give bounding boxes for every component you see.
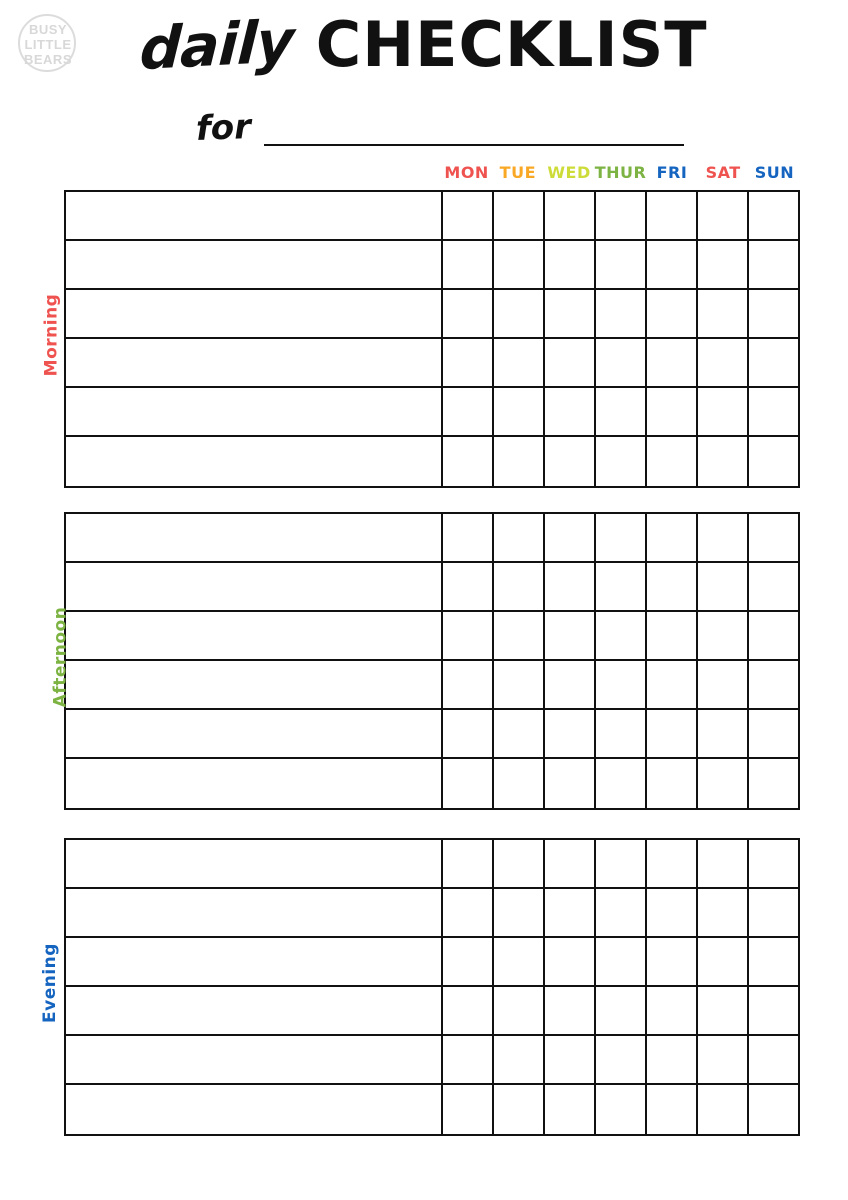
checkbox-cell-mon[interactable] [443,514,494,561]
section-afternoon [64,512,800,810]
checkbox-cell-tue[interactable] [494,1085,545,1134]
checkbox-cell-sat[interactable] [698,1085,749,1134]
checkbox-cell-thur[interactable] [596,710,647,757]
page-title [0,8,848,81]
checkbox-cell-thur[interactable] [596,241,647,288]
checkbox-cell-thur[interactable] [596,563,647,610]
logo-line-1: BUSY [28,22,68,37]
checkbox-cell-tue[interactable] [494,759,545,808]
day-header-thur: THUR [594,163,647,182]
checkbox-cell-wed[interactable] [545,710,596,757]
checkbox-cell-thur[interactable] [596,514,647,561]
checkbox-cell-wed[interactable] [545,840,596,887]
checkbox-group [443,339,798,386]
section-evening [64,838,800,1136]
table-row [66,514,798,563]
checkbox-cell-fri[interactable] [647,241,698,288]
logo-line-2: LITTLE [24,37,72,52]
checkbox-cell-wed[interactable] [545,612,596,659]
section-label-text: Morning [41,293,62,377]
checkbox-group [443,1036,798,1083]
table-row [66,339,798,388]
checkbox-cell-mon[interactable] [443,290,494,337]
checkbox-cell-tue[interactable] [494,241,545,288]
checkbox-cell-sat[interactable] [698,290,749,337]
checkbox-cell-tue[interactable] [494,938,545,985]
task-input-cell[interactable] [66,437,443,486]
checkbox-cell-thur[interactable] [596,437,647,486]
checkbox-group [443,192,798,239]
task-input-cell[interactable] [66,1036,443,1083]
section-label-text: Evening [39,943,60,1023]
checkbox-cell-fri[interactable] [647,938,698,985]
checkbox-cell-sun[interactable] [749,889,798,936]
table-row [66,987,798,1036]
checkbox-cell-sun[interactable] [749,1036,798,1083]
table-row [66,1036,798,1085]
section-morning [64,190,800,488]
checkbox-group [443,840,798,887]
checkbox-cell-tue[interactable] [494,612,545,659]
checkbox-cell-mon[interactable] [443,889,494,936]
checkbox-cell-sat[interactable] [698,339,749,386]
checkbox-group [443,1085,798,1134]
checkbox-cell-wed[interactable] [545,241,596,288]
checkbox-group [443,889,798,936]
checkbox-cell-tue[interactable] [494,514,545,561]
checkbox-cell-wed[interactable] [545,987,596,1034]
table-row [66,612,798,661]
checkbox-cell-wed[interactable] [545,759,596,808]
checkbox-cell-sun[interactable] [749,192,798,239]
checkbox-cell-fri[interactable] [647,710,698,757]
checkbox-cell-sat[interactable] [698,612,749,659]
table-row [66,938,798,987]
checkbox-cell-mon[interactable] [443,938,494,985]
checkbox-cell-sat[interactable] [698,563,749,610]
checkbox-cell-sun[interactable] [749,938,798,985]
checkbox-cell-mon[interactable] [443,710,494,757]
section-label-afternoon [10,606,71,708]
checkbox-cell-thur[interactable] [596,661,647,708]
checkbox-cell-wed[interactable] [545,437,596,486]
task-input-cell[interactable] [66,1085,443,1134]
table-row [66,437,798,486]
checkbox-group [443,987,798,1034]
checkbox-cell-fri[interactable] [647,759,698,808]
checkbox-cell-sat[interactable] [698,241,749,288]
checkbox-cell-fri[interactable] [647,612,698,659]
checkbox-cell-fri[interactable] [647,987,698,1034]
checkbox-cell-thur[interactable] [596,1085,647,1134]
checkbox-cell-wed[interactable] [545,339,596,386]
checkbox-cell-sat[interactable] [698,514,749,561]
checkbox-cell-wed[interactable] [545,290,596,337]
checkbox-cell-fri[interactable] [647,1085,698,1134]
checkbox-cell-sun[interactable] [749,339,798,386]
checkbox-group [443,563,798,610]
checkbox-cell-mon[interactable] [443,437,494,486]
checkbox-cell-tue[interactable] [494,710,545,757]
checkbox-cell-tue[interactable] [494,661,545,708]
checkbox-cell-sat[interactable] [698,759,749,808]
checkbox-cell-wed[interactable] [545,514,596,561]
checkbox-cell-sat[interactable] [698,437,749,486]
checkbox-cell-fri[interactable] [647,889,698,936]
task-input-cell[interactable] [66,339,443,386]
checkbox-cell-thur[interactable] [596,759,647,808]
task-input-cell[interactable] [66,889,443,936]
title-word-daily: daily [138,6,296,83]
checkbox-cell-mon[interactable] [443,192,494,239]
checkbox-group [443,612,798,659]
logo-line-3: BEARS [23,52,72,67]
day-header-sun: SUN [754,163,795,182]
checkbox-cell-thur[interactable] [596,290,647,337]
task-input-cell[interactable] [66,759,443,808]
checkbox-cell-thur[interactable] [596,1036,647,1083]
checkbox-cell-thur[interactable] [596,388,647,435]
table-row [66,759,798,808]
checkbox-cell-sun[interactable] [749,840,798,887]
checkbox-cell-sat[interactable] [698,1036,749,1083]
checkbox-cell-tue[interactable] [494,192,545,239]
checkbox-cell-mon[interactable] [443,563,494,610]
checkbox-cell-mon[interactable] [443,612,494,659]
checkbox-cell-fri[interactable] [647,437,698,486]
checkbox-cell-sun[interactable] [749,759,798,808]
checkbox-cell-sun[interactable] [749,563,798,610]
task-input-cell[interactable] [66,388,443,435]
task-input-cell[interactable] [66,241,443,288]
checkbox-cell-sun[interactable] [749,514,798,561]
checkbox-cell-thur[interactable] [596,889,647,936]
checkbox-group [443,241,798,288]
checkbox-cell-fri[interactable] [647,563,698,610]
checkbox-cell-sat[interactable] [698,388,749,435]
checkbox-cell-fri[interactable] [647,1036,698,1083]
checkbox-cell-wed[interactable] [545,938,596,985]
checkbox-cell-fri[interactable] [647,290,698,337]
title-word-checklist: CHECKLIST [315,8,708,81]
checkbox-cell-wed[interactable] [545,563,596,610]
checkbox-cell-sun[interactable] [749,612,798,659]
checkbox-cell-wed[interactable] [545,661,596,708]
checkbox-cell-tue[interactable] [494,987,545,1034]
checkbox-cell-wed[interactable] [545,1036,596,1083]
checkbox-cell-fri[interactable] [647,840,698,887]
task-input-cell[interactable] [66,938,443,985]
checkbox-cell-sun[interactable] [749,437,798,486]
table-row [66,192,798,241]
task-input-cell[interactable] [66,290,443,337]
checkbox-cell-tue[interactable] [494,1036,545,1083]
checkbox-cell-tue[interactable] [494,840,545,887]
table-row [66,710,798,759]
table-row [66,661,798,710]
checkbox-cell-thur[interactable] [596,938,647,985]
table-row [66,563,798,612]
checkbox-cell-fri[interactable] [647,514,698,561]
checkbox-cell-sat[interactable] [698,840,749,887]
checkbox-cell-wed[interactable] [545,1085,596,1134]
checkbox-cell-sun[interactable] [749,710,798,757]
checkbox-cell-thur[interactable] [596,192,647,239]
checkbox-cell-tue[interactable] [494,388,545,435]
checkbox-cell-wed[interactable] [545,889,596,936]
table-row [66,388,798,437]
for-input-line[interactable] [264,144,684,146]
section-label-text: Afternoon [50,606,71,708]
section-label-evening [10,943,60,1023]
table-row [66,241,798,290]
checkbox-cell-sun[interactable] [749,290,798,337]
checkbox-cell-sat[interactable] [698,938,749,985]
checkbox-cell-sat[interactable] [698,710,749,757]
checkbox-cell-tue[interactable] [494,437,545,486]
checkbox-cell-tue[interactable] [494,889,545,936]
day-header-wed: WED [547,163,591,182]
checkbox-cell-mon[interactable] [443,388,494,435]
checkbox-cell-tue[interactable] [494,290,545,337]
task-input-cell[interactable] [66,710,443,757]
checkbox-cell-mon[interactable] [443,339,494,386]
checkbox-group [443,388,798,435]
checkbox-cell-sun[interactable] [749,661,798,708]
task-input-cell[interactable] [66,192,443,239]
checkbox-group [443,437,798,486]
checkbox-group [443,759,798,808]
task-input-cell[interactable] [66,612,443,659]
checkbox-cell-sun[interactable] [749,1085,798,1134]
day-header-sat: SAT [705,163,741,182]
checkbox-cell-tue[interactable] [494,563,545,610]
checkbox-cell-thur[interactable] [596,339,647,386]
checkbox-cell-sun[interactable] [749,241,798,288]
day-header [441,163,800,182]
checkbox-cell-mon[interactable] [443,1085,494,1134]
checkbox-cell-mon[interactable] [443,661,494,708]
checkbox-cell-sat[interactable] [698,192,749,239]
checkbox-cell-mon[interactable] [443,987,494,1034]
checkbox-cell-tue[interactable] [494,339,545,386]
checkbox-cell-wed[interactable] [545,192,596,239]
table-row [66,840,798,889]
checkbox-cell-thur[interactable] [596,840,647,887]
task-input-cell[interactable] [66,987,443,1034]
checkbox-cell-sun[interactable] [749,987,798,1034]
task-input-cell[interactable] [66,514,443,561]
checkbox-cell-fri[interactable] [647,388,698,435]
checkbox-cell-fri[interactable] [647,192,698,239]
checkbox-cell-thur[interactable] [596,987,647,1034]
checkbox-cell-mon[interactable] [443,759,494,808]
table-row [66,290,798,339]
day-header-tue: TUE [499,163,537,182]
checkbox-cell-mon[interactable] [443,1036,494,1083]
section-label-morning [10,293,62,377]
checkbox-group [443,938,798,985]
checkbox-group [443,661,798,708]
checkbox-cell-thur[interactable] [596,612,647,659]
table-row [66,889,798,938]
checkbox-cell-mon[interactable] [443,241,494,288]
checkbox-cell-sun[interactable] [749,388,798,435]
task-input-cell[interactable] [66,661,443,708]
checkbox-group [443,514,798,561]
checkbox-group [443,710,798,757]
day-header-fri: FRI [656,163,688,182]
task-input-cell[interactable] [66,563,443,610]
checkbox-cell-mon[interactable] [443,840,494,887]
for-label: for [195,107,252,149]
checkbox-cell-wed[interactable] [545,388,596,435]
checkbox-cell-sat[interactable] [698,661,749,708]
table-row [66,1085,798,1134]
task-input-cell[interactable] [66,840,443,887]
checkbox-group [443,290,798,337]
day-header-mon: MON [444,163,489,182]
checkbox-cell-fri[interactable] [647,339,698,386]
checkbox-cell-fri[interactable] [647,661,698,708]
checkbox-cell-sat[interactable] [698,987,749,1034]
checkbox-cell-sat[interactable] [698,889,749,936]
